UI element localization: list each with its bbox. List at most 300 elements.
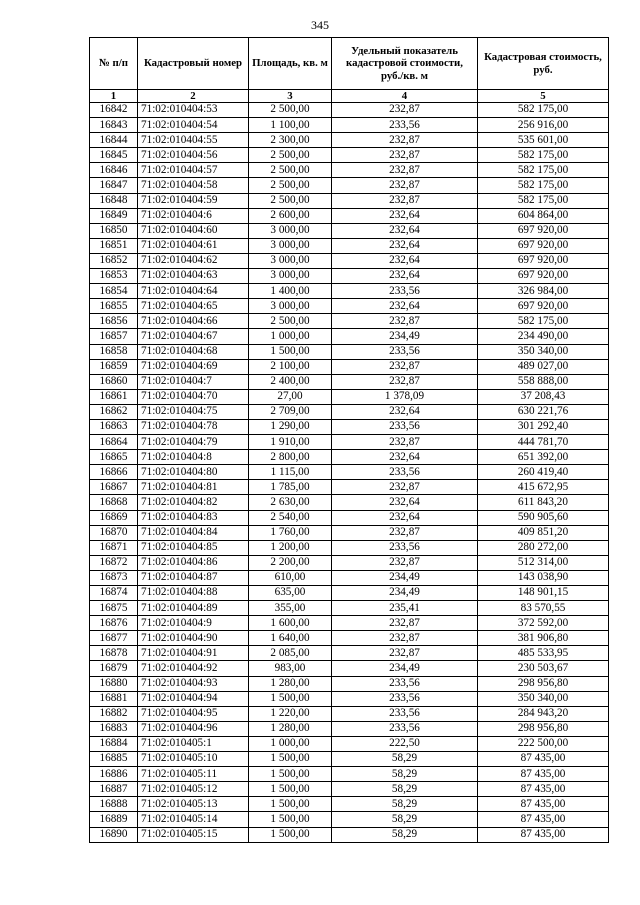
row-number-cell: 16864	[90, 435, 138, 450]
area-cell: 1 500,00	[249, 827, 332, 842]
cadastral-value-cell: 697 920,00	[478, 238, 609, 253]
row-number-cell: 16877	[90, 631, 138, 646]
cadastral-number-cell: 71:02:010404:56	[138, 148, 249, 163]
area-cell: 1 115,00	[249, 465, 332, 480]
area-cell: 1 500,00	[249, 797, 332, 812]
area-cell: 1 280,00	[249, 676, 332, 691]
area-cell: 2 100,00	[249, 359, 332, 374]
table-row	[90, 797, 609, 812]
area-cell: 3 000,00	[249, 253, 332, 268]
area-cell: 2 800,00	[249, 450, 332, 465]
specific-value-cell: 232,87	[332, 163, 478, 178]
specific-value-cell: 233,56	[332, 419, 478, 434]
specific-value-cell: 58,29	[332, 827, 478, 842]
area-cell: 2 709,00	[249, 404, 332, 419]
table-row	[90, 208, 609, 223]
cadastral-value-cell: 485 533,95	[478, 646, 609, 661]
cadastral-number-cell: 71:02:010404:94	[138, 691, 249, 706]
row-number-cell: 16859	[90, 359, 138, 374]
specific-value-cell: 232,87	[332, 480, 478, 495]
row-number-cell: 16866	[90, 465, 138, 480]
area-cell: 2 500,00	[249, 314, 332, 329]
cadastral-value-cell: 87 435,00	[478, 827, 609, 842]
table-row	[90, 586, 609, 601]
table-row	[90, 767, 609, 782]
cadastral-value-cell: 350 340,00	[478, 691, 609, 706]
area-cell: 1 220,00	[249, 706, 332, 721]
row-number-cell: 16860	[90, 374, 138, 389]
row-number-cell: 16886	[90, 767, 138, 782]
area-cell: 2 500,00	[249, 163, 332, 178]
table-row	[90, 374, 609, 389]
specific-value-cell: 233,56	[332, 721, 478, 736]
table-row	[90, 163, 609, 178]
specific-value-cell: 58,29	[332, 782, 478, 797]
cadastral-value-cell: 415 672,95	[478, 480, 609, 495]
cadastral-number-cell: 71:02:010404:84	[138, 525, 249, 540]
area-cell: 2 500,00	[249, 178, 332, 193]
specific-value-cell: 232,87	[332, 314, 478, 329]
cadastral-value-cell: 234 490,00	[478, 329, 609, 344]
cadastral-value-cell: 83 570,55	[478, 601, 609, 616]
table-row	[90, 601, 609, 616]
area-cell: 2 200,00	[249, 555, 332, 570]
cadastral-number-cell: 71:02:010404:79	[138, 435, 249, 450]
cadastral-number-cell: 71:02:010404:93	[138, 676, 249, 691]
cadastral-value-cell: 87 435,00	[478, 782, 609, 797]
cadastral-number-cell: 71:02:010404:85	[138, 540, 249, 555]
cadastral-value-cell: 37 208,43	[478, 389, 609, 404]
table-row	[90, 419, 609, 434]
table-row	[90, 389, 609, 404]
cadastral-number-cell: 71:02:010404:82	[138, 495, 249, 510]
row-number-cell: 16852	[90, 253, 138, 268]
area-cell: 3 000,00	[249, 223, 332, 238]
area-cell: 2 400,00	[249, 374, 332, 389]
cadastral-number-cell: 71:02:010404:66	[138, 314, 249, 329]
specific-value-cell: 232,87	[332, 193, 478, 208]
cadastral-value-cell: 489 027,00	[478, 359, 609, 374]
specific-value-cell: 232,87	[332, 359, 478, 374]
specific-value-cell: 232,64	[332, 495, 478, 510]
cadastral-number-cell: 71:02:010405:1	[138, 736, 249, 751]
cadastral-value-cell: 558 888,00	[478, 374, 609, 389]
table-row	[90, 540, 609, 555]
table-row	[90, 314, 609, 329]
specific-value-cell: 232,64	[332, 269, 478, 284]
row-number-cell: 16874	[90, 586, 138, 601]
column-number: 4	[332, 90, 478, 103]
cadastral-value-cell: 697 920,00	[478, 223, 609, 238]
area-cell: 983,00	[249, 661, 332, 676]
column-header-cadastral-number: Кадастровый номер	[138, 38, 249, 90]
area-cell: 1 290,00	[249, 419, 332, 434]
specific-value-cell: 233,56	[332, 676, 478, 691]
column-header-specific-value: Удельный показатель кадастровой стоимости, руб./кв. м	[332, 38, 478, 90]
row-number-cell: 16869	[90, 510, 138, 525]
row-number-cell: 16885	[90, 752, 138, 767]
area-cell: 635,00	[249, 586, 332, 601]
area-cell: 2 300,00	[249, 133, 332, 148]
specific-value-cell: 232,87	[332, 178, 478, 193]
cadastral-value-cell: 611 843,20	[478, 495, 609, 510]
specific-value-cell: 233,56	[332, 465, 478, 480]
row-number-cell: 16855	[90, 299, 138, 314]
area-cell: 3 000,00	[249, 238, 332, 253]
cadastral-value-cell: 87 435,00	[478, 752, 609, 767]
specific-value-cell: 234,49	[332, 329, 478, 344]
specific-value-cell: 234,49	[332, 570, 478, 585]
specific-value-cell: 233,56	[332, 706, 478, 721]
page-number: 345	[311, 18, 329, 32]
cadastral-value-cell: 582 175,00	[478, 178, 609, 193]
row-number-cell: 16883	[90, 721, 138, 736]
table-row	[90, 404, 609, 419]
cadastral-number-cell: 71:02:010405:13	[138, 797, 249, 812]
row-number-cell: 16889	[90, 812, 138, 827]
area-cell: 2 500,00	[249, 103, 332, 118]
row-number-cell: 16881	[90, 691, 138, 706]
area-cell: 1 640,00	[249, 631, 332, 646]
cadastral-number-cell: 71:02:010404:91	[138, 646, 249, 661]
specific-value-cell: 233,56	[332, 344, 478, 359]
row-number-cell: 16847	[90, 178, 138, 193]
cadastral-value-cell: 298 956,80	[478, 676, 609, 691]
column-number: 3	[249, 90, 332, 103]
row-number-cell: 16873	[90, 570, 138, 585]
cadastral-number-cell: 71:02:010404:59	[138, 193, 249, 208]
cadastral-number-cell: 71:02:010404:55	[138, 133, 249, 148]
table-row	[90, 676, 609, 691]
table-header-row	[90, 38, 609, 90]
cadastral-value-cell: 326 984,00	[478, 284, 609, 299]
cadastral-value-cell: 372 592,00	[478, 616, 609, 631]
area-cell: 1 500,00	[249, 752, 332, 767]
cadastral-number-cell: 71:02:010404:83	[138, 510, 249, 525]
cadastral-value-cell: 143 038,90	[478, 570, 609, 585]
cadastral-number-cell: 71:02:010404:53	[138, 103, 249, 118]
cadastral-value-cell: 697 920,00	[478, 299, 609, 314]
row-number-cell: 16845	[90, 148, 138, 163]
area-cell: 2 085,00	[249, 646, 332, 661]
specific-value-cell: 232,64	[332, 208, 478, 223]
row-number-cell: 16863	[90, 419, 138, 434]
specific-value-cell: 232,87	[332, 525, 478, 540]
row-number-cell: 16890	[90, 827, 138, 842]
area-cell: 1 400,00	[249, 284, 332, 299]
specific-value-cell: 232,64	[332, 223, 478, 238]
row-number-cell: 16862	[90, 404, 138, 419]
cadastral-value-cell: 630 221,76	[478, 404, 609, 419]
cadastral-value-cell: 87 435,00	[478, 812, 609, 827]
cadastral-number-cell: 71:02:010404:8	[138, 450, 249, 465]
cadastral-value-cell: 512 314,00	[478, 555, 609, 570]
area-cell: 3 000,00	[249, 299, 332, 314]
table-row	[90, 631, 609, 646]
specific-value-cell: 232,64	[332, 404, 478, 419]
column-header-area: Площадь, кв. м	[249, 38, 332, 90]
cadastral-value-cell: 582 175,00	[478, 314, 609, 329]
row-number-cell: 16861	[90, 389, 138, 404]
cadastral-value-cell: 298 956,80	[478, 721, 609, 736]
area-cell: 1 500,00	[249, 812, 332, 827]
area-cell: 1 600,00	[249, 616, 332, 631]
row-number-cell: 16853	[90, 269, 138, 284]
cadastral-number-cell: 71:02:010405:14	[138, 812, 249, 827]
cadastral-number-cell: 71:02:010404:90	[138, 631, 249, 646]
cadastral-value-cell: 381 906,80	[478, 631, 609, 646]
table-row	[90, 148, 609, 163]
cadastral-value-cell: 582 175,00	[478, 163, 609, 178]
area-cell: 1 100,00	[249, 118, 332, 133]
cadastral-value-cell: 87 435,00	[478, 797, 609, 812]
specific-value-cell: 234,49	[332, 661, 478, 676]
table-row	[90, 329, 609, 344]
cadastral-number-cell: 71:02:010404:60	[138, 223, 249, 238]
area-cell: 2 630,00	[249, 495, 332, 510]
specific-value-cell: 233,56	[332, 118, 478, 133]
row-number-cell: 16844	[90, 133, 138, 148]
table-row	[90, 269, 609, 284]
cadastral-number-cell: 71:02:010404:92	[138, 661, 249, 676]
row-number-cell: 16879	[90, 661, 138, 676]
row-number-cell: 16884	[90, 736, 138, 751]
column-number: 5	[478, 90, 609, 103]
area-cell: 2 500,00	[249, 193, 332, 208]
cadastral-value-cell: 444 781,70	[478, 435, 609, 450]
area-cell: 3 000,00	[249, 269, 332, 284]
cadastral-number-cell: 71:02:010404:89	[138, 601, 249, 616]
cadastral-number-cell: 71:02:010404:54	[138, 118, 249, 133]
cadastral-number-cell: 71:02:010404:75	[138, 404, 249, 419]
row-number-cell: 16858	[90, 344, 138, 359]
table-row	[90, 691, 609, 706]
area-cell: 27,00	[249, 389, 332, 404]
specific-value-cell: 232,64	[332, 299, 478, 314]
specific-value-cell: 232,64	[332, 510, 478, 525]
cadastral-value-cell: 256 916,00	[478, 118, 609, 133]
row-number-cell: 16876	[90, 616, 138, 631]
specific-value-cell: 232,87	[332, 555, 478, 570]
cadastral-number-cell: 71:02:010404:87	[138, 570, 249, 585]
row-number-cell: 16887	[90, 782, 138, 797]
area-cell: 2 540,00	[249, 510, 332, 525]
row-number-cell: 16867	[90, 480, 138, 495]
cadastral-value-cell: 604 864,00	[478, 208, 609, 223]
table-row	[90, 555, 609, 570]
cadastral-number-cell: 71:02:010404:78	[138, 419, 249, 434]
cadastral-number-cell: 71:02:010404:95	[138, 706, 249, 721]
table-row	[90, 344, 609, 359]
table-row	[90, 178, 609, 193]
table-row	[90, 238, 609, 253]
cadastral-number-cell: 71:02:010404:67	[138, 329, 249, 344]
area-cell: 1 760,00	[249, 525, 332, 540]
area-cell: 1 500,00	[249, 691, 332, 706]
area-cell: 1 000,00	[249, 329, 332, 344]
cadastral-number-cell: 71:02:010404:69	[138, 359, 249, 374]
area-cell: 1 785,00	[249, 480, 332, 495]
table-row	[90, 284, 609, 299]
row-number-cell: 16875	[90, 601, 138, 616]
column-numbers-row	[90, 90, 609, 103]
table-row	[90, 706, 609, 721]
specific-value-cell: 58,29	[332, 812, 478, 827]
area-cell: 1 500,00	[249, 782, 332, 797]
row-number-cell: 16851	[90, 238, 138, 253]
table-body	[90, 103, 609, 843]
specific-value-cell: 233,56	[332, 540, 478, 555]
cadastral-number-cell: 71:02:010404:63	[138, 269, 249, 284]
cadastral-number-cell: 71:02:010404:68	[138, 344, 249, 359]
area-cell: 1 500,00	[249, 767, 332, 782]
specific-value-cell: 232,64	[332, 238, 478, 253]
area-cell: 355,00	[249, 601, 332, 616]
cadastral-number-cell: 71:02:010405:12	[138, 782, 249, 797]
specific-value-cell: 234,49	[332, 586, 478, 601]
cadastral-number-cell: 71:02:010404:64	[138, 284, 249, 299]
row-number-cell: 16868	[90, 495, 138, 510]
table-row	[90, 570, 609, 585]
cadastral-number-cell: 71:02:010404:9	[138, 616, 249, 631]
cadastral-number-cell: 71:02:010404:58	[138, 178, 249, 193]
table-row	[90, 223, 609, 238]
specific-value-cell: 232,87	[332, 133, 478, 148]
area-cell: 1 500,00	[249, 344, 332, 359]
cadastral-value-cell: 87 435,00	[478, 767, 609, 782]
table-row	[90, 118, 609, 133]
table-row	[90, 752, 609, 767]
row-number-cell: 16850	[90, 223, 138, 238]
row-number-cell: 16882	[90, 706, 138, 721]
area-cell: 2 500,00	[249, 148, 332, 163]
cadastral-number-cell: 71:02:010404:57	[138, 163, 249, 178]
cadastral-value-cell: 284 943,20	[478, 706, 609, 721]
row-number-cell: 16849	[90, 208, 138, 223]
table-row	[90, 646, 609, 661]
cadastral-number-cell: 71:02:010405:10	[138, 752, 249, 767]
row-number-cell: 16865	[90, 450, 138, 465]
cadastral-number-cell: 71:02:010404:65	[138, 299, 249, 314]
specific-value-cell: 232,87	[332, 631, 478, 646]
specific-value-cell: 233,56	[332, 284, 478, 299]
row-number-cell: 16870	[90, 525, 138, 540]
specific-value-cell: 58,29	[332, 797, 478, 812]
table-row	[90, 465, 609, 480]
row-number-cell: 16857	[90, 329, 138, 344]
column-header-number: № п/п	[90, 38, 138, 90]
specific-value-cell: 233,56	[332, 691, 478, 706]
row-number-cell: 16871	[90, 540, 138, 555]
table-row	[90, 133, 609, 148]
cadastral-value-table	[89, 37, 609, 843]
row-number-cell: 16880	[90, 676, 138, 691]
row-number-cell: 16856	[90, 314, 138, 329]
area-cell: 2 600,00	[249, 208, 332, 223]
table-row	[90, 495, 609, 510]
specific-value-cell: 58,29	[332, 752, 478, 767]
row-number-cell: 16854	[90, 284, 138, 299]
area-cell: 1 200,00	[249, 540, 332, 555]
cadastral-value-cell: 230 503,67	[478, 661, 609, 676]
row-number-cell: 16843	[90, 118, 138, 133]
table-row	[90, 616, 609, 631]
table-row	[90, 450, 609, 465]
row-number-cell: 16848	[90, 193, 138, 208]
table-row	[90, 736, 609, 751]
specific-value-cell: 232,87	[332, 646, 478, 661]
table-row	[90, 525, 609, 540]
cadastral-value-cell: 535 601,00	[478, 133, 609, 148]
area-cell: 610,00	[249, 570, 332, 585]
row-number-cell: 16842	[90, 103, 138, 118]
cadastral-number-cell: 71:02:010404:6	[138, 208, 249, 223]
cadastral-value-cell: 280 272,00	[478, 540, 609, 555]
table-row	[90, 253, 609, 268]
cadastral-number-cell: 71:02:010405:11	[138, 767, 249, 782]
cadastral-number-cell: 71:02:010404:96	[138, 721, 249, 736]
area-cell: 1 000,00	[249, 736, 332, 751]
cadastral-value-cell: 582 175,00	[478, 193, 609, 208]
table-row	[90, 782, 609, 797]
specific-value-cell: 232,87	[332, 616, 478, 631]
table-row	[90, 827, 609, 842]
cadastral-value-cell: 148 901,15	[478, 586, 609, 601]
column-number: 2	[138, 90, 249, 103]
table-row	[90, 103, 609, 118]
table-row	[90, 812, 609, 827]
table-row	[90, 510, 609, 525]
table-row	[90, 299, 609, 314]
cadastral-value-cell: 350 340,00	[478, 344, 609, 359]
specific-value-cell: 1 378,09	[332, 389, 478, 404]
cadastral-value-cell: 697 920,00	[478, 269, 609, 284]
row-number-cell: 16888	[90, 797, 138, 812]
cadastral-number-cell: 71:02:010405:15	[138, 827, 249, 842]
row-number-cell: 16846	[90, 163, 138, 178]
column-number: 1	[90, 90, 138, 103]
row-number-cell: 16872	[90, 555, 138, 570]
table-row	[90, 435, 609, 450]
cadastral-value-cell: 651 392,00	[478, 450, 609, 465]
cadastral-number-cell: 71:02:010404:70	[138, 389, 249, 404]
cadastral-number-cell: 71:02:010404:7	[138, 374, 249, 389]
table-row	[90, 480, 609, 495]
table-row	[90, 359, 609, 374]
specific-value-cell: 232,87	[332, 148, 478, 163]
cadastral-value-cell: 582 175,00	[478, 103, 609, 118]
row-number-cell: 16878	[90, 646, 138, 661]
area-cell: 1 280,00	[249, 721, 332, 736]
specific-value-cell: 235,41	[332, 601, 478, 616]
table-row	[90, 661, 609, 676]
cadastral-value-cell: 301 292,40	[478, 419, 609, 434]
column-header-cadastral-value: Кадастровая стоимость, руб.	[478, 38, 609, 90]
cadastral-value-cell: 260 419,40	[478, 465, 609, 480]
specific-value-cell: 232,64	[332, 450, 478, 465]
cadastral-number-cell: 71:02:010404:61	[138, 238, 249, 253]
specific-value-cell: 232,87	[332, 435, 478, 450]
cadastral-number-cell: 71:02:010404:80	[138, 465, 249, 480]
specific-value-cell: 58,29	[332, 767, 478, 782]
table-row	[90, 193, 609, 208]
cadastral-number-cell: 71:02:010404:62	[138, 253, 249, 268]
area-cell: 1 910,00	[249, 435, 332, 450]
specific-value-cell: 232,87	[332, 103, 478, 118]
cadastral-value-cell: 697 920,00	[478, 253, 609, 268]
cadastral-value-cell: 222 500,00	[478, 736, 609, 751]
cadastral-value-cell: 582 175,00	[478, 148, 609, 163]
